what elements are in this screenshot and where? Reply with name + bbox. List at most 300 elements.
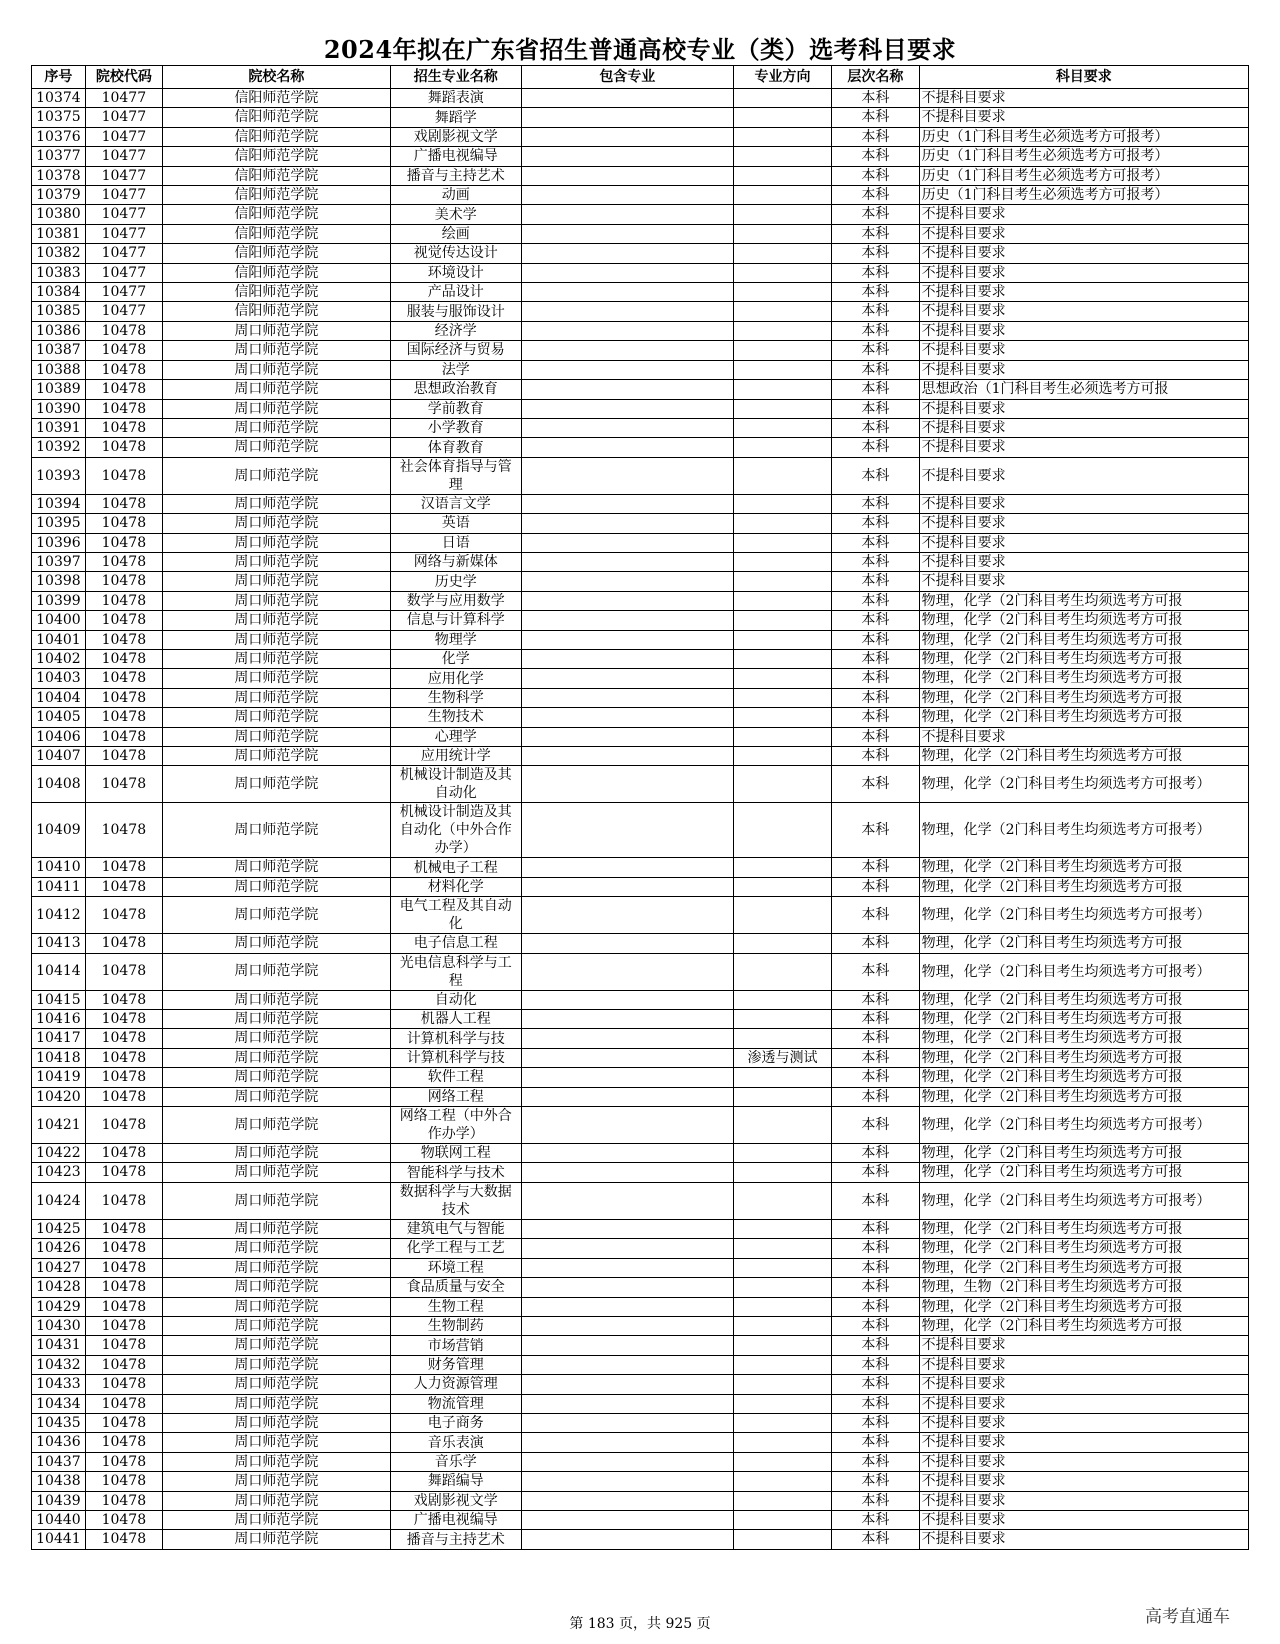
table-row — [32, 1452, 1249, 1471]
cell-major-direction — [733, 669, 831, 688]
cell-included-majors — [521, 1048, 733, 1067]
cell-subject-requirement: 物理，化学（2门科目考生均须选考方可报 — [919, 1048, 1248, 1067]
cell-major-direction: 渗透与测试 — [733, 1048, 831, 1067]
cell-level: 本科 — [832, 1375, 920, 1394]
cell-included-majors — [521, 897, 733, 934]
table-row — [32, 611, 1249, 630]
cell-school-code: 10477 — [85, 283, 162, 302]
cell-serial: 10430 — [32, 1316, 86, 1335]
cell-subject-requirement: 不提科目要求 — [919, 1355, 1248, 1374]
cell-major-name: 体育教育 — [390, 438, 521, 457]
cell-school-code: 10478 — [85, 688, 162, 707]
cell-major-name: 市场营销 — [390, 1336, 521, 1355]
cell-major-direction — [733, 418, 831, 437]
header-major-name: 招生专业名称 — [390, 66, 521, 89]
cell-major-name: 产品设计 — [390, 283, 521, 302]
table-row — [32, 1355, 1249, 1374]
cell-major-direction — [733, 803, 831, 858]
cell-subject-requirement: 物理，化学（2门科目考生均须选考方可报 — [919, 1316, 1248, 1335]
cell-major-name: 应用化学 — [390, 669, 521, 688]
table-row — [32, 934, 1249, 953]
cell-school-code: 10478 — [85, 1472, 162, 1491]
cell-level: 本科 — [832, 1491, 920, 1510]
cell-school-code: 10478 — [85, 747, 162, 766]
table-row — [32, 1068, 1249, 1087]
cell-school-name: 信阳师范学院 — [162, 244, 390, 263]
cell-level: 本科 — [832, 953, 920, 990]
cell-school-code: 10478 — [85, 399, 162, 418]
cell-level: 本科 — [832, 1144, 920, 1163]
cell-major-name: 英语 — [390, 514, 521, 533]
cell-subject-requirement: 物理，化学（2门科目考生均须选考方可报 — [919, 591, 1248, 610]
cell-subject-requirement: 物理，化学（2门科目考生均须选考方可报 — [919, 1239, 1248, 1258]
cell-level: 本科 — [832, 747, 920, 766]
cell-school-name: 周口师范学院 — [162, 1182, 390, 1219]
cell-major-direction — [733, 1491, 831, 1510]
cell-school-code: 10478 — [85, 803, 162, 858]
cell-school-code: 10478 — [85, 897, 162, 934]
table-row — [32, 1029, 1249, 1048]
cell-serial: 10436 — [32, 1433, 86, 1452]
cell-subject-requirement: 不提科目要求 — [919, 438, 1248, 457]
cell-subject-requirement: 不提科目要求 — [919, 1433, 1248, 1452]
cell-level: 本科 — [832, 1010, 920, 1029]
cell-major-name: 日语 — [390, 533, 521, 552]
cell-major-name: 心理学 — [390, 727, 521, 746]
cell-school-name: 周口师范学院 — [162, 1087, 390, 1106]
cell-subject-requirement: 历史（1门科目考生必须选考方可报考） — [919, 186, 1248, 205]
cell-school-code: 10478 — [85, 1239, 162, 1258]
cell-level: 本科 — [832, 1087, 920, 1106]
cell-subject-requirement: 不提科目要求 — [919, 494, 1248, 513]
cell-subject-requirement: 不提科目要求 — [919, 1394, 1248, 1413]
cell-serial: 10402 — [32, 649, 86, 668]
cell-serial: 10413 — [32, 934, 86, 953]
header-included-majors: 包含专业 — [521, 66, 733, 89]
cell-serial: 10432 — [32, 1355, 86, 1374]
cell-level: 本科 — [832, 205, 920, 224]
table-row — [32, 166, 1249, 185]
cell-subject-requirement: 物理，化学（2门科目考生均须选考方可报 — [919, 669, 1248, 688]
cell-serial: 10377 — [32, 147, 86, 166]
cell-major-direction — [733, 1297, 831, 1316]
cell-major-name: 软件工程 — [390, 1068, 521, 1087]
cell-school-name: 周口师范学院 — [162, 418, 390, 437]
cell-major-direction — [733, 708, 831, 727]
cell-level: 本科 — [832, 321, 920, 340]
cell-included-majors — [521, 649, 733, 668]
cell-level: 本科 — [832, 283, 920, 302]
table-row — [32, 688, 1249, 707]
cell-subject-requirement: 不提科目要求 — [919, 341, 1248, 360]
cell-subject-requirement: 不提科目要求 — [919, 552, 1248, 571]
cell-included-majors — [521, 747, 733, 766]
cell-subject-requirement: 不提科目要求 — [919, 1452, 1248, 1471]
cell-subject-requirement: 物理，化学（2门科目考生均须选考方可报 — [919, 708, 1248, 727]
cell-school-code: 10478 — [85, 591, 162, 610]
cell-major-name: 财务管理 — [390, 1355, 521, 1374]
cell-level: 本科 — [832, 399, 920, 418]
cell-school-code: 10478 — [85, 630, 162, 649]
cell-major-direction — [733, 166, 831, 185]
cell-major-direction — [733, 1239, 831, 1258]
cell-school-code: 10478 — [85, 457, 162, 494]
cell-school-code: 10478 — [85, 1336, 162, 1355]
cell-major-direction — [733, 1029, 831, 1048]
cell-subject-requirement: 物理，化学（2门科目考生均须选考方可报 — [919, 747, 1248, 766]
cell-major-name: 播音与主持艺术 — [390, 1530, 521, 1549]
cell-major-name: 物联网工程 — [390, 1144, 521, 1163]
cell-included-majors — [521, 438, 733, 457]
cell-subject-requirement: 历史（1门科目考生必须选考方可报考） — [919, 166, 1248, 185]
cell-school-code: 10477 — [85, 263, 162, 282]
cell-major-name: 食品质量与安全 — [390, 1278, 521, 1297]
cell-major-direction — [733, 321, 831, 340]
cell-school-name: 周口师范学院 — [162, 877, 390, 896]
cell-included-majors — [521, 89, 733, 108]
table-row — [32, 263, 1249, 282]
cell-subject-requirement: 不提科目要求 — [919, 1530, 1248, 1549]
cell-school-code: 10478 — [85, 380, 162, 399]
cell-included-majors — [521, 147, 733, 166]
cell-major-direction — [733, 438, 831, 457]
cell-major-name: 机器人工程 — [390, 1010, 521, 1029]
cell-school-code: 10478 — [85, 1530, 162, 1549]
cell-serial: 10435 — [32, 1413, 86, 1432]
cell-major-name: 化学 — [390, 649, 521, 668]
cell-serial: 10396 — [32, 533, 86, 552]
cell-school-name: 周口师范学院 — [162, 708, 390, 727]
table-row — [32, 360, 1249, 379]
cell-school-name: 周口师范学院 — [162, 1107, 390, 1144]
cell-serial: 10400 — [32, 611, 86, 630]
cell-major-name: 学前教育 — [390, 399, 521, 418]
cell-school-name: 周口师范学院 — [162, 727, 390, 746]
cell-serial: 10391 — [32, 418, 86, 437]
cell-subject-requirement: 物理，化学（2门科目考生均须选考方可报 — [919, 1029, 1248, 1048]
cell-major-direction — [733, 1413, 831, 1432]
cell-serial: 10381 — [32, 224, 86, 243]
cell-school-name: 周口师范学院 — [162, 766, 390, 803]
cell-subject-requirement: 物理，化学（2门科目考生均须选考方可报 — [919, 877, 1248, 896]
table-row — [32, 89, 1249, 108]
table-row — [32, 1010, 1249, 1029]
cell-major-name: 戏剧影视文学 — [390, 1491, 521, 1510]
cell-included-majors — [521, 1278, 733, 1297]
cell-serial: 10404 — [32, 688, 86, 707]
cell-school-code: 10478 — [85, 1029, 162, 1048]
cell-serial: 10434 — [32, 1394, 86, 1413]
cell-school-code: 10477 — [85, 89, 162, 108]
table-row — [32, 953, 1249, 990]
cell-level: 本科 — [832, 360, 920, 379]
cell-major-direction — [733, 147, 831, 166]
cell-school-code: 10478 — [85, 1219, 162, 1238]
cell-subject-requirement: 物理，化学（2门科目考生均须选考方可报 — [919, 934, 1248, 953]
cell-level: 本科 — [832, 572, 920, 591]
cell-school-name: 周口师范学院 — [162, 611, 390, 630]
cell-included-majors — [521, 1530, 733, 1549]
cell-included-majors — [521, 688, 733, 707]
cell-major-name: 计算机科学与技 — [390, 1048, 521, 1067]
cell-serial: 10385 — [32, 302, 86, 321]
cell-level: 本科 — [832, 1163, 920, 1182]
table-row — [32, 708, 1249, 727]
cell-major-direction — [733, 1258, 831, 1277]
table-row — [32, 1491, 1249, 1510]
cell-subject-requirement: 物理，化学（2门科目考生均须选考方可报考） — [919, 897, 1248, 934]
cell-major-name: 环境设计 — [390, 263, 521, 282]
cell-school-code: 10478 — [85, 1182, 162, 1219]
table-row — [32, 858, 1249, 877]
table-row — [32, 283, 1249, 302]
cell-subject-requirement: 物理，化学（2门科目考生均须选考方可报 — [919, 1163, 1248, 1182]
cell-subject-requirement: 不提科目要求 — [919, 572, 1248, 591]
cell-school-code: 10478 — [85, 1258, 162, 1277]
cell-major-name: 绘画 — [390, 224, 521, 243]
cell-included-majors — [521, 108, 733, 127]
cell-major-direction — [733, 1316, 831, 1335]
cell-school-name: 周口师范学院 — [162, 321, 390, 340]
cell-subject-requirement: 物理，化学（2门科目考生均须选考方可报 — [919, 649, 1248, 668]
cell-serial: 10423 — [32, 1163, 86, 1182]
cell-major-name: 机械电子工程 — [390, 858, 521, 877]
cell-school-code: 10478 — [85, 1433, 162, 1452]
cell-school-name: 周口师范学院 — [162, 457, 390, 494]
cell-major-direction — [733, 1433, 831, 1452]
cell-level: 本科 — [832, 1278, 920, 1297]
cell-school-code: 10477 — [85, 244, 162, 263]
cell-major-direction — [733, 1394, 831, 1413]
cell-level: 本科 — [832, 630, 920, 649]
cell-school-name: 周口师范学院 — [162, 533, 390, 552]
cell-school-name: 周口师范学院 — [162, 688, 390, 707]
cell-included-majors — [521, 1239, 733, 1258]
cell-major-name: 广播电视编导 — [390, 147, 521, 166]
cell-major-direction — [733, 591, 831, 610]
cell-serial: 10390 — [32, 399, 86, 418]
cell-serial: 10419 — [32, 1068, 86, 1087]
page-footer: 第 183 页，共 925 页 — [569, 1616, 711, 1632]
cell-serial: 10422 — [32, 1144, 86, 1163]
cell-level: 本科 — [832, 1510, 920, 1529]
cell-major-direction — [733, 186, 831, 205]
cell-serial: 10411 — [32, 877, 86, 896]
cell-major-direction — [733, 341, 831, 360]
cell-level: 本科 — [832, 591, 920, 610]
table-body — [32, 89, 1249, 1550]
cell-school-name: 周口师范学院 — [162, 494, 390, 513]
table-row — [32, 766, 1249, 803]
cell-subject-requirement: 不提科目要求 — [919, 224, 1248, 243]
cell-serial: 10418 — [32, 1048, 86, 1067]
cell-subject-requirement: 不提科目要求 — [919, 108, 1248, 127]
cell-serial: 10379 — [32, 186, 86, 205]
cell-included-majors — [521, 1068, 733, 1087]
cell-included-majors — [521, 766, 733, 803]
table-row — [32, 1433, 1249, 1452]
table-row — [32, 380, 1249, 399]
cell-school-code: 10478 — [85, 858, 162, 877]
cell-subject-requirement: 不提科目要求 — [919, 1413, 1248, 1432]
table-row — [32, 877, 1249, 896]
cell-major-direction — [733, 224, 831, 243]
cell-level: 本科 — [832, 89, 920, 108]
cell-major-name: 戏剧影视文学 — [390, 127, 521, 146]
table-row — [32, 1219, 1249, 1238]
cell-level: 本科 — [832, 457, 920, 494]
cell-major-direction — [733, 877, 831, 896]
cell-level: 本科 — [832, 897, 920, 934]
cell-major-name: 生物制药 — [390, 1316, 521, 1335]
cell-major-name: 舞蹈编导 — [390, 1472, 521, 1491]
cell-subject-requirement: 不提科目要求 — [919, 360, 1248, 379]
cell-school-name: 周口师范学院 — [162, 1433, 390, 1452]
cell-major-direction — [733, 127, 831, 146]
cell-serial: 10376 — [32, 127, 86, 146]
cell-included-majors — [521, 514, 733, 533]
cell-school-code: 10478 — [85, 1010, 162, 1029]
cell-school-code: 10478 — [85, 572, 162, 591]
cell-school-name: 信阳师范学院 — [162, 283, 390, 302]
cell-serial: 10428 — [32, 1278, 86, 1297]
cell-school-name: 周口师范学院 — [162, 572, 390, 591]
cell-serial: 10397 — [32, 552, 86, 571]
cell-school-code: 10477 — [85, 224, 162, 243]
cell-school-name: 信阳师范学院 — [162, 224, 390, 243]
cell-included-majors — [521, 1472, 733, 1491]
table-row — [32, 1510, 1249, 1529]
cell-school-name: 周口师范学院 — [162, 438, 390, 457]
page-title: 2024年拟在广东省招生普通高校专业（类）选考科目要求 — [323, 35, 957, 64]
cell-major-direction — [733, 747, 831, 766]
cell-school-name: 周口师范学院 — [162, 669, 390, 688]
cell-major-direction — [733, 766, 831, 803]
cell-major-name: 环境工程 — [390, 1258, 521, 1277]
cell-serial: 10426 — [32, 1239, 86, 1258]
cell-serial: 10437 — [32, 1452, 86, 1471]
cell-level: 本科 — [832, 108, 920, 127]
cell-major-direction — [733, 263, 831, 282]
cell-major-name: 社会体育指导与管理 — [390, 457, 521, 494]
table-row — [32, 514, 1249, 533]
cell-major-direction — [733, 302, 831, 321]
cell-level: 本科 — [832, 649, 920, 668]
cell-major-direction — [733, 89, 831, 108]
cell-school-code: 10478 — [85, 1297, 162, 1316]
cell-included-majors — [521, 1433, 733, 1452]
table-row — [32, 418, 1249, 437]
table-row — [32, 244, 1249, 263]
cell-major-name: 光电信息科学与工程 — [390, 953, 521, 990]
cell-school-code: 10478 — [85, 533, 162, 552]
cell-school-name: 信阳师范学院 — [162, 302, 390, 321]
cell-major-name: 物理学 — [390, 630, 521, 649]
cell-level: 本科 — [832, 766, 920, 803]
cell-included-majors — [521, 877, 733, 896]
cell-school-name: 信阳师范学院 — [162, 127, 390, 146]
cell-included-majors — [521, 953, 733, 990]
cell-school-code: 10478 — [85, 552, 162, 571]
cell-school-name: 周口师范学院 — [162, 803, 390, 858]
cell-included-majors — [521, 1163, 733, 1182]
cell-included-majors — [521, 572, 733, 591]
cell-serial: 10412 — [32, 897, 86, 934]
header-serial: 序号 — [32, 66, 86, 89]
cell-school-code: 10478 — [85, 1163, 162, 1182]
cell-serial: 10407 — [32, 747, 86, 766]
cell-included-majors — [521, 858, 733, 877]
cell-serial: 10440 — [32, 1510, 86, 1529]
cell-subject-requirement: 物理，生物（2门科目考生均须选考方可报 — [919, 1278, 1248, 1297]
cell-serial: 10420 — [32, 1087, 86, 1106]
cell-school-code: 10478 — [85, 1394, 162, 1413]
cell-major-name: 生物技术 — [390, 708, 521, 727]
cell-included-majors — [521, 321, 733, 340]
cell-level: 本科 — [832, 669, 920, 688]
cell-level: 本科 — [832, 533, 920, 552]
cell-level: 本科 — [832, 858, 920, 877]
cell-subject-requirement: 不提科目要求 — [919, 321, 1248, 340]
cell-school-name: 周口师范学院 — [162, 747, 390, 766]
cell-serial: 10380 — [32, 205, 86, 224]
cell-subject-requirement: 不提科目要求 — [919, 457, 1248, 494]
cell-major-direction — [733, 934, 831, 953]
cell-school-code: 10477 — [85, 127, 162, 146]
cell-subject-requirement: 物理，化学（2门科目考生均须选考方可报 — [919, 1010, 1248, 1029]
cell-included-majors — [521, 166, 733, 185]
cell-school-code: 10478 — [85, 990, 162, 1009]
cell-subject-requirement: 物理，化学（2门科目考生均须选考方可报 — [919, 630, 1248, 649]
cell-level: 本科 — [832, 1182, 920, 1219]
cell-level: 本科 — [832, 708, 920, 727]
cell-major-name: 数据科学与大数据技术 — [390, 1182, 521, 1219]
cell-major-name: 数学与应用数学 — [390, 591, 521, 610]
cell-subject-requirement: 不提科目要求 — [919, 89, 1248, 108]
cell-level: 本科 — [832, 1219, 920, 1238]
cell-major-name: 人力资源管理 — [390, 1375, 521, 1394]
table-row — [32, 147, 1249, 166]
cell-major-direction — [733, 457, 831, 494]
cell-school-name: 信阳师范学院 — [162, 89, 390, 108]
cell-school-code: 10478 — [85, 877, 162, 896]
cell-level: 本科 — [832, 1239, 920, 1258]
cell-included-majors — [521, 990, 733, 1009]
cell-serial: 10438 — [32, 1472, 86, 1491]
cell-school-code: 10478 — [85, 727, 162, 746]
cell-major-name: 播音与主持艺术 — [390, 166, 521, 185]
cell-major-name: 电子商务 — [390, 1413, 521, 1432]
cell-major-name: 思想政治教育 — [390, 380, 521, 399]
cell-school-name: 信阳师范学院 — [162, 108, 390, 127]
cell-major-direction — [733, 1107, 831, 1144]
cell-level: 本科 — [832, 727, 920, 746]
cell-major-name: 电子信息工程 — [390, 934, 521, 953]
cell-major-direction — [733, 1010, 831, 1029]
cell-major-name: 自动化 — [390, 990, 521, 1009]
cell-school-name: 周口师范学院 — [162, 1472, 390, 1491]
cell-level: 本科 — [832, 263, 920, 282]
cell-subject-requirement: 不提科目要求 — [919, 1472, 1248, 1491]
table-row — [32, 1258, 1249, 1277]
cell-major-name: 电气工程及其自动化 — [390, 897, 521, 934]
cell-level: 本科 — [832, 224, 920, 243]
cell-school-name: 信阳师范学院 — [162, 186, 390, 205]
cell-included-majors — [521, 611, 733, 630]
cell-school-name: 周口师范学院 — [162, 1278, 390, 1297]
table-row — [32, 457, 1249, 494]
cell-serial: 10427 — [32, 1258, 86, 1277]
